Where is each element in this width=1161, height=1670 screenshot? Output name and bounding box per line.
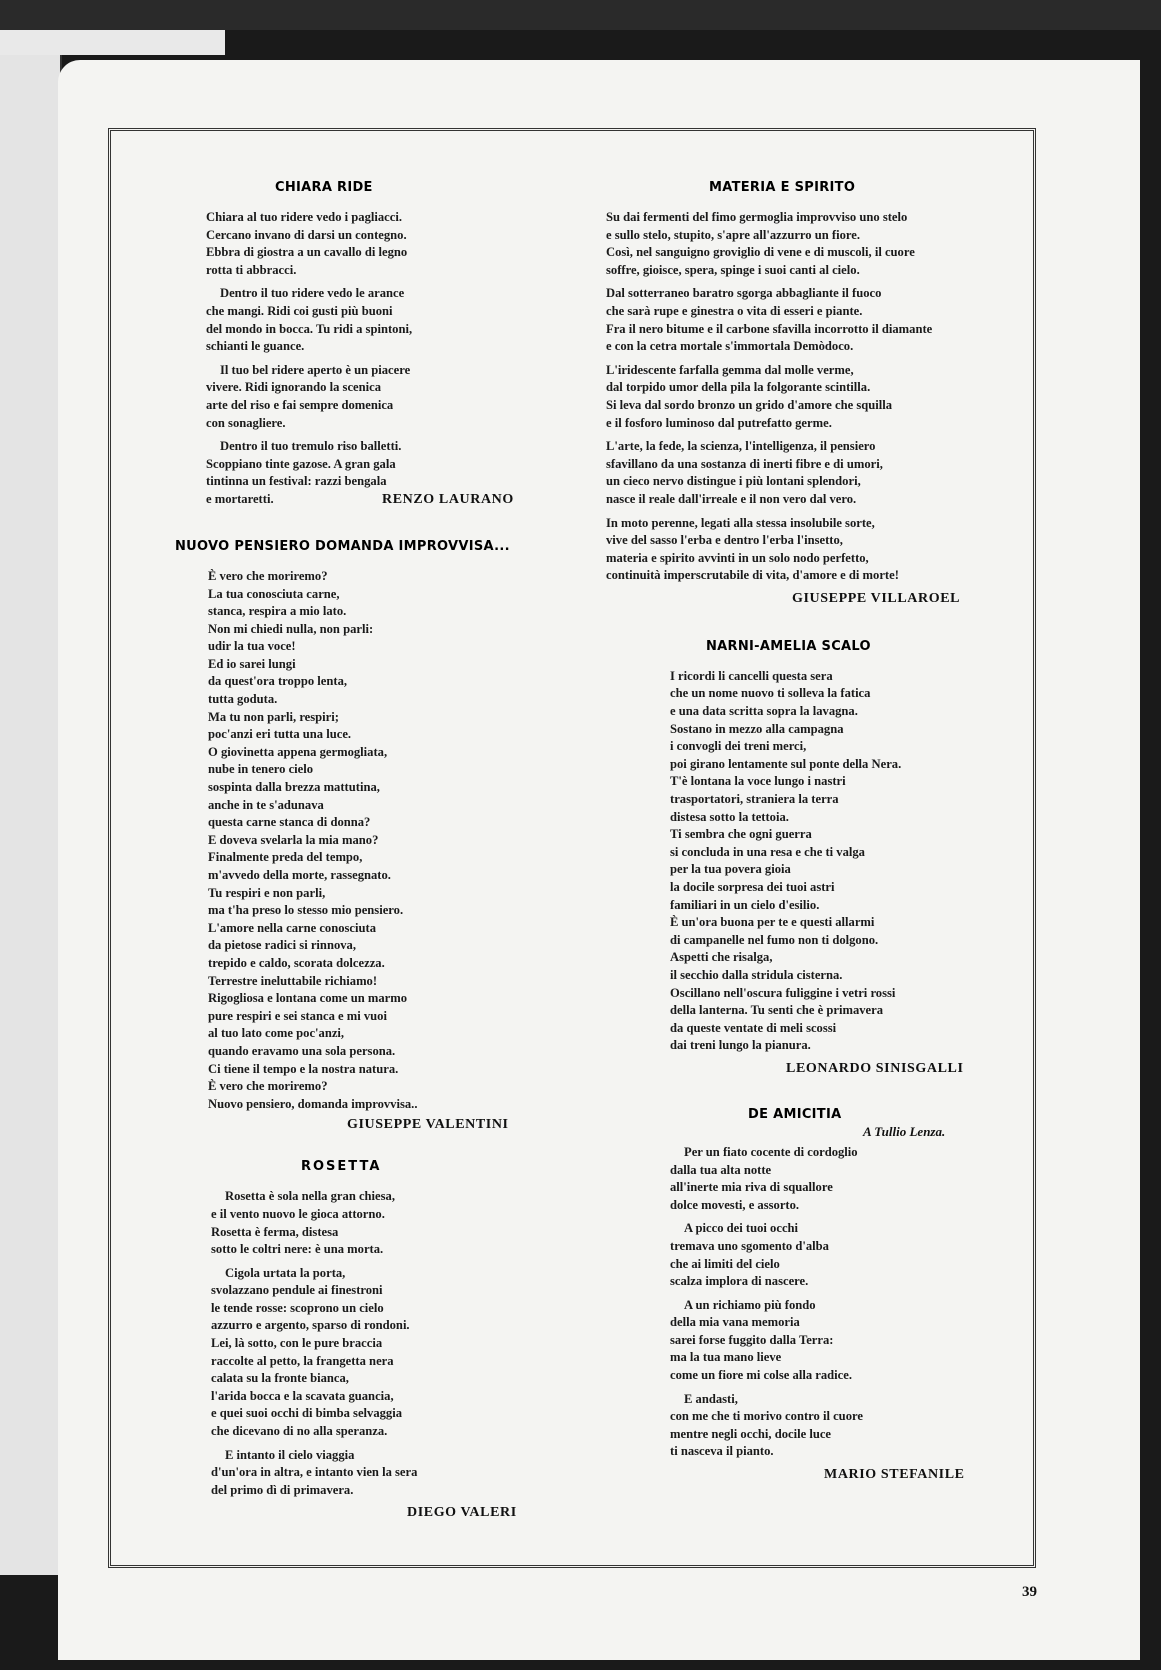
verse-line: A picco dei tuoi occhi [684, 1221, 799, 1236]
poem-title: MATERIA E SPIRITO [709, 180, 856, 195]
verse-line: tintinna un festival: razzi bengala [206, 474, 387, 489]
verse-line: soffre, gioisce, spera, spinge i suoi canti al cielo. [606, 262, 860, 277]
verse-line: quando eravamo una sola persona. [208, 1043, 396, 1058]
poem-chiara-ride [175, 180, 535, 509]
verse-line: L'amore nella carne conosciuta [208, 920, 377, 935]
verse-line: anche in te s'adunava [208, 797, 324, 812]
verse-line: calata su la fronte bianca, [211, 1371, 349, 1386]
verse-line: trepido e caldo, scorata dolcezza. [208, 955, 385, 970]
poem-title: NUOVO PENSIERO DOMANDA IMPROVVISA... [175, 538, 510, 554]
verse-line: I ricordi li cancelli questa sera [670, 668, 833, 683]
verse-line: e il fosforo luminoso dal putrefatto germe. [606, 415, 832, 430]
verse-line: raccolte al petto, la frangetta nera [211, 1353, 394, 1368]
verse-line: che sarà rupe e ginestra o vita di esseri e piante. [606, 303, 863, 318]
verse-line: Scoppiano tinte gazose. A gran gala [206, 456, 396, 471]
verse-line: la docile sorpresa dei tuoi astri [670, 880, 835, 894]
verse-line: T'è lontana la voce lungo i nastri [670, 774, 846, 789]
verse-line: il secchio dalla stridula cisterna. [670, 967, 843, 982]
stanza [670, 1220, 1000, 1290]
stanza [606, 362, 1000, 432]
verse-line: Ci tiene il tempo e la nostra natura. [208, 1061, 399, 1076]
verse-line: sarei forse fuggito dalla Terra: [670, 1332, 834, 1347]
verse-line: e una data scritta sopra la lavagna. [670, 704, 858, 719]
verse-line: Ma tu non parli, respiri; [208, 709, 339, 724]
verse-line: Sostano in mezzo alla campagna [670, 721, 844, 736]
verse-line: da queste ventate di meli scossi [670, 1020, 837, 1035]
stanza [670, 1144, 1000, 1214]
verse-line: rotta ti abbracci. [206, 262, 297, 277]
verse-line: un cieco nervo distingue i più lontani splendori, [606, 474, 861, 489]
verse-line: schianti le guance. [206, 339, 305, 354]
verse-line: al tuo lato come poc'anzi, [208, 1026, 345, 1041]
verse-line: E doveva svelarla la mia mano? [208, 832, 379, 847]
verse-line: È vero che moriremo? [208, 568, 328, 583]
poem-author: GIUSEPPE VALENTINI [347, 1117, 509, 1133]
verse-line: Lei, là sotto, con le pure braccia [211, 1336, 383, 1351]
stanza [606, 515, 1000, 585]
verse-line: L'arte, la fede, la scienza, l'intelligenza, il pensiero [606, 439, 876, 454]
verse-line: nube in tenero cielo [208, 762, 314, 777]
verse-line: dolce movesti, e assorto. [670, 1197, 800, 1212]
stanza [211, 1265, 535, 1441]
verse-line: E andasti, [684, 1391, 738, 1406]
verse-line: svolazzano pendule ai finestroni [211, 1283, 383, 1298]
stanza [606, 209, 1000, 279]
verse-line: e quei suoi occhi di bimba selvaggia [211, 1406, 403, 1421]
verse-line: Ebbra di giostra a un cavallo di legno [206, 245, 408, 260]
verse-line: questa carne stanca di donna? [208, 815, 371, 830]
verse-line: vive del sasso l'erba e dentro l'erba l'insetto, [606, 533, 843, 548]
verse-line: che dicevano di no alla speranza. [211, 1424, 388, 1439]
verse-line: Cercano invano di darsi un contegno. [206, 227, 407, 242]
verse-line: tremava uno sgomento d'alba [670, 1238, 829, 1253]
stanza [670, 1391, 1000, 1461]
verse-line: In moto perenne, legati alla stessa insolubile sorte, [606, 515, 875, 530]
verse-line: ti nasceva il pianto. [670, 1444, 774, 1459]
poem-narni-amelia-scalo [600, 639, 1000, 1077]
stanza [606, 285, 1000, 355]
poem-body [208, 568, 535, 1113]
verse-line: della mia vana memoria [670, 1315, 800, 1330]
verse-line: da pietose radici si rinnova, [208, 938, 356, 953]
verse-line: e il vento nuovo le gioca attorno. [211, 1206, 385, 1221]
verse-line: per la tua povera gioia [670, 862, 791, 877]
verse-line: che mangi. Ridi coi gusti più buoni [206, 303, 393, 318]
verse-line: Cigola urtata la porta, [225, 1265, 346, 1280]
stanza [206, 209, 535, 279]
scan-light-strip [0, 30, 225, 55]
verse-line: La tua conosciuta carne, [208, 586, 340, 601]
verse-line: con sonagliere. [206, 415, 286, 430]
poem-title: DE AMICITIA [748, 1106, 842, 1122]
verse-line: del mondo in bocca. Tu ridi a spintoni, [206, 321, 413, 336]
stanza [206, 362, 535, 432]
poem-materia-e-spirito [600, 180, 1000, 607]
verse-line: all'inerte mia riva di squallore [670, 1180, 833, 1195]
verse-line: di campanelle nel fumo non ti dolgono. [670, 932, 879, 947]
verse-line: Su dai fermenti del fimo germoglia improvviso uno stelo [606, 210, 908, 224]
verse-line: A un richiamo più fondo [684, 1297, 816, 1312]
verse-line: Si leva dal sordo bronzo un grido d'amore che squilla [606, 397, 893, 412]
verse-line: ma la tua mano lieve [670, 1350, 782, 1365]
poem-author: LEONARDO SINISGALLI [786, 1060, 964, 1076]
verse-line: e mortaretti. [206, 491, 274, 506]
verse-line: sfavillano da una sostanza di inerti fibre e di umori, [606, 456, 883, 471]
verse-line: i convogli dei treni merci, [670, 739, 807, 754]
verse-line: Dentro il tuo tremulo riso balletti. [220, 439, 402, 454]
stanza [606, 438, 1000, 508]
stanza [670, 1297, 1000, 1385]
verse-line: trasportatori, straniera la terra [670, 792, 839, 807]
verse-line: d'un'ora in altra, e intanto vien la sera [211, 1465, 418, 1480]
poem-author: DIEGO VALERI [407, 1505, 517, 1521]
verse-line: continuità imperscrutabile di vita, d'amore e di morte! [606, 568, 899, 583]
verse-line: È un'ora buona per te e questi allarmi [670, 915, 875, 930]
verse-line: arte del riso e fai sempre domenica [206, 397, 394, 412]
verse-line: E intanto il cielo viaggia [225, 1447, 355, 1462]
verse-line: pure respiri e sei stanca e mi vuoi [208, 1008, 387, 1023]
verse-line: distesa sotto la tettoia. [670, 809, 789, 824]
verse-line: che un nome nuovo ti solleva la fatica [670, 686, 871, 701]
poem-rosetta [175, 1159, 535, 1521]
poem-nuovo-pensiero [175, 539, 535, 1133]
verse-line: Finalmente preda del tempo, [208, 850, 363, 865]
verse-line: sotto le coltri nere: è una morta. [211, 1242, 384, 1257]
stanza [206, 285, 535, 355]
verse-line: Aspetti che risalga, [670, 950, 773, 965]
verse-line: L'iridescente farfalla gemma dal molle verme, [606, 362, 854, 377]
verse-line: Nuovo pensiero, domanda improvvisa.. [208, 1096, 418, 1111]
stanza [211, 1447, 535, 1500]
verse-line: della lanterna. Tu senti che è primavera [670, 1003, 884, 1018]
verse-line: dal torpido umor della pila la folgorante scintilla. [606, 380, 871, 395]
verse-line: l'arida bocca e la scavata guancia, [211, 1388, 394, 1403]
verse-line: Dal sotterraneo baratro sgorga abbagliante il fuoco [606, 286, 882, 301]
verse-line: Tu respiri e non parli, [208, 885, 326, 900]
poem-title: CHIARA RIDE [275, 180, 373, 195]
verse-line: materia e spirito avvinti in un solo nodo perfetto, [606, 550, 869, 565]
poem-de-amicitia [600, 1107, 1000, 1483]
verse-line: Oscillano nell'oscura fuliggine i vetri rossi [670, 985, 896, 1000]
verse-line: azzurro e argento, sparso di rondoni. [211, 1318, 410, 1333]
verse-line: Rosetta è ferma, distesa [211, 1224, 339, 1239]
verse-line: Dentro il tuo ridere vedo le arance [220, 286, 405, 301]
verse-line: Rigogliosa e lontana come un marmo [208, 991, 408, 1006]
poem-dedication: A Tullio Lenza. [863, 1123, 946, 1139]
verse-line: dalla tua alta notte [670, 1162, 772, 1177]
scan-background-top [0, 0, 1161, 30]
poem-author: MARIO STEFANILE [824, 1467, 965, 1483]
verse-line: familiari in un cielo d'esilio. [670, 897, 820, 912]
poem-author: GIUSEPPE VILLAROEL [792, 590, 961, 606]
verse-line: che ai limiti del cielo [670, 1256, 780, 1271]
verse-line: Fra il nero bitume e il carbone sfavilla incorrotto il diamante [606, 321, 933, 336]
poem-title: NARNI-AMELIA SCALO [706, 638, 871, 654]
stanza [211, 1188, 535, 1258]
verse-line: nasce il reale dall'irreale e il non vero dal vero. [606, 491, 857, 506]
verse-line: Il tuo bel ridere aperto è un piacere [220, 362, 411, 377]
verse-line: dai treni lungo la pianura. [670, 1038, 811, 1053]
verse-line: ma t'ha preso lo stesso mio pensiero. [208, 903, 404, 918]
verse-line: Terrestre ineluttabile richiamo! [208, 973, 378, 988]
verse-line: È vero che moriremo? [208, 1079, 328, 1094]
verse-line: Per un fiato cocente di cordoglio [684, 1144, 858, 1159]
right-column [600, 180, 1000, 1483]
verse-line: da quest'ora troppo lenta, [208, 674, 348, 689]
verse-line: sospinta dalla brezza mattutina, [208, 780, 380, 795]
verse-line: Ed io sarei lungi [208, 656, 296, 671]
verse-line: Rosetta è sola nella gran chiesa, [225, 1189, 395, 1204]
verse-line: e con la cetra mortale s'immortala Demòdoco. [606, 339, 854, 354]
verse-line: m'avvedo della morte, rassegnato. [208, 868, 391, 882]
verse-line: si concluda in una resa e che ti valga [670, 844, 865, 859]
verse-line: le tende rosse: scoprono un cielo [211, 1300, 384, 1315]
verse-line: O giovinetta appena germogliata, [208, 744, 388, 759]
verse-line: e sullo stelo, stupito, s'apre all'azzurro un fiore. [606, 227, 860, 242]
verse-line: stanca, respira a mio lato. [208, 604, 347, 619]
verse-line: poi girano lentamente sul ponte della Nera. [670, 756, 902, 771]
verse-line: come un fiore mi colse alla radice. [670, 1368, 852, 1383]
left-column [175, 180, 535, 1521]
verse-line: Chiara al tuo ridere vedo i pagliacci. [206, 210, 403, 224]
poem-author: RENZO LAURANO [382, 491, 514, 507]
poem-title: ROSETTA [301, 1159, 382, 1175]
verse-line: Così, nel sanguigno groviglio di vene e di muscoli, il cuore [606, 245, 915, 260]
verse-line: poc'anzi eri tutta una luce. [208, 727, 352, 742]
verse-line: Non mi chiedi nulla, non parli: [208, 621, 374, 636]
previous-page-edge [0, 55, 62, 1575]
verse-line: con me che ti morivo contro il cuore [670, 1409, 863, 1424]
page-number: 39 [1022, 1584, 1037, 1600]
verse-line: scalza implora di nascere. [670, 1274, 809, 1289]
stanza [206, 438, 535, 509]
verse-line: vivere. Ridi ignorando la scenica [206, 380, 382, 395]
verse-line: udir la tua voce! [208, 639, 296, 654]
verse-line: mentre negli occhi, docile luce [670, 1426, 832, 1441]
poem-body [670, 668, 1000, 1055]
verse-line: del primo dì di primavera. [211, 1482, 354, 1497]
verse-line: tutta goduta. [208, 692, 278, 707]
verse-line: Ti sembra che ogni guerra [670, 827, 812, 842]
